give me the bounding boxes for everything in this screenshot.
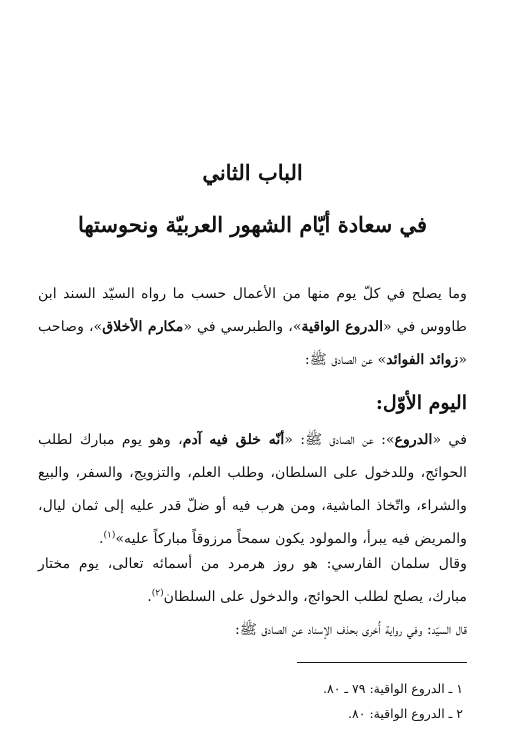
book-title-zawaid: زوائد الفوائد xyxy=(386,352,459,368)
sayyid-paragraph: قال السيّد: وفي رواية أُخرى بحذف الإسناد عن الصادق ﷺ: xyxy=(235,622,467,638)
first-day-paragraph xyxy=(38,424,467,556)
salman-paragraph xyxy=(38,548,467,614)
intro-paragraph xyxy=(38,278,467,377)
footnote-1: ١ ـ الدروع الواقية: ٧٩ ـ ٨٠. xyxy=(323,681,463,696)
footnote-divider xyxy=(297,662,467,663)
chapter-title: الباب الثاني xyxy=(202,160,303,185)
footnote-ref-2[interactable]: (٢) xyxy=(151,588,164,599)
first-day-lead-2: »: عن الصادق ﷺ: « xyxy=(284,432,395,448)
intro-text-3: »، وصاحب « xyxy=(38,319,467,368)
book-title-makarim: مكارم الأخلاق xyxy=(102,319,184,335)
salman-text: وقال سلمان الفارسي: هو روز هرمرد من أسمائه تعالى، يوم مختار مبارك، يصلح لطلب الحوائج، والدخول على السلطان xyxy=(38,556,467,605)
salman-end: . xyxy=(147,589,152,605)
intro-text-4: » عن الصادق ﷺ: xyxy=(304,352,387,368)
section-heading-first-day: اليوم الأوّل: xyxy=(375,392,467,414)
book-title-durua-short: الدروع xyxy=(394,432,433,448)
quote-bold-phrase: أنّه خلق فيه آدم xyxy=(182,432,285,448)
footnote-2: ٢ ـ الدروع الواقية: ٨٠. xyxy=(348,706,463,721)
footnote-ref-1[interactable]: (١) xyxy=(103,530,116,541)
first-day-lead-1: في « xyxy=(432,432,467,448)
intro-text-1: وما يصلح في كلّ يوم منها من الأعمال حسب ما رواه السيّد السند ابن طاووس في « xyxy=(38,286,467,335)
footnotes-list xyxy=(323,676,463,726)
first-day-end: . xyxy=(98,531,104,547)
book-title-durua: الدروع الواقية xyxy=(301,319,384,335)
chapter-subtitle: في سعادة أيّام الشهور العربيّة ونحوستها xyxy=(77,212,428,237)
first-day-body: ، وهو يوم مبارك لطلب الحوائج، وللدخول على السلطان، وطلب العلم، والتزويج، والسفر، والبيع والشراء، واتّخاذ الماشية، ومن هرب فيه أو ضلّ قدر عليه إلى ثمان ليال، والمريض فيه يبرأ، والمولود يكون سمحاً مرزوقاً مباركاً عليه» xyxy=(38,432,467,547)
intro-text-2: »، والطبرسي في « xyxy=(183,319,302,335)
